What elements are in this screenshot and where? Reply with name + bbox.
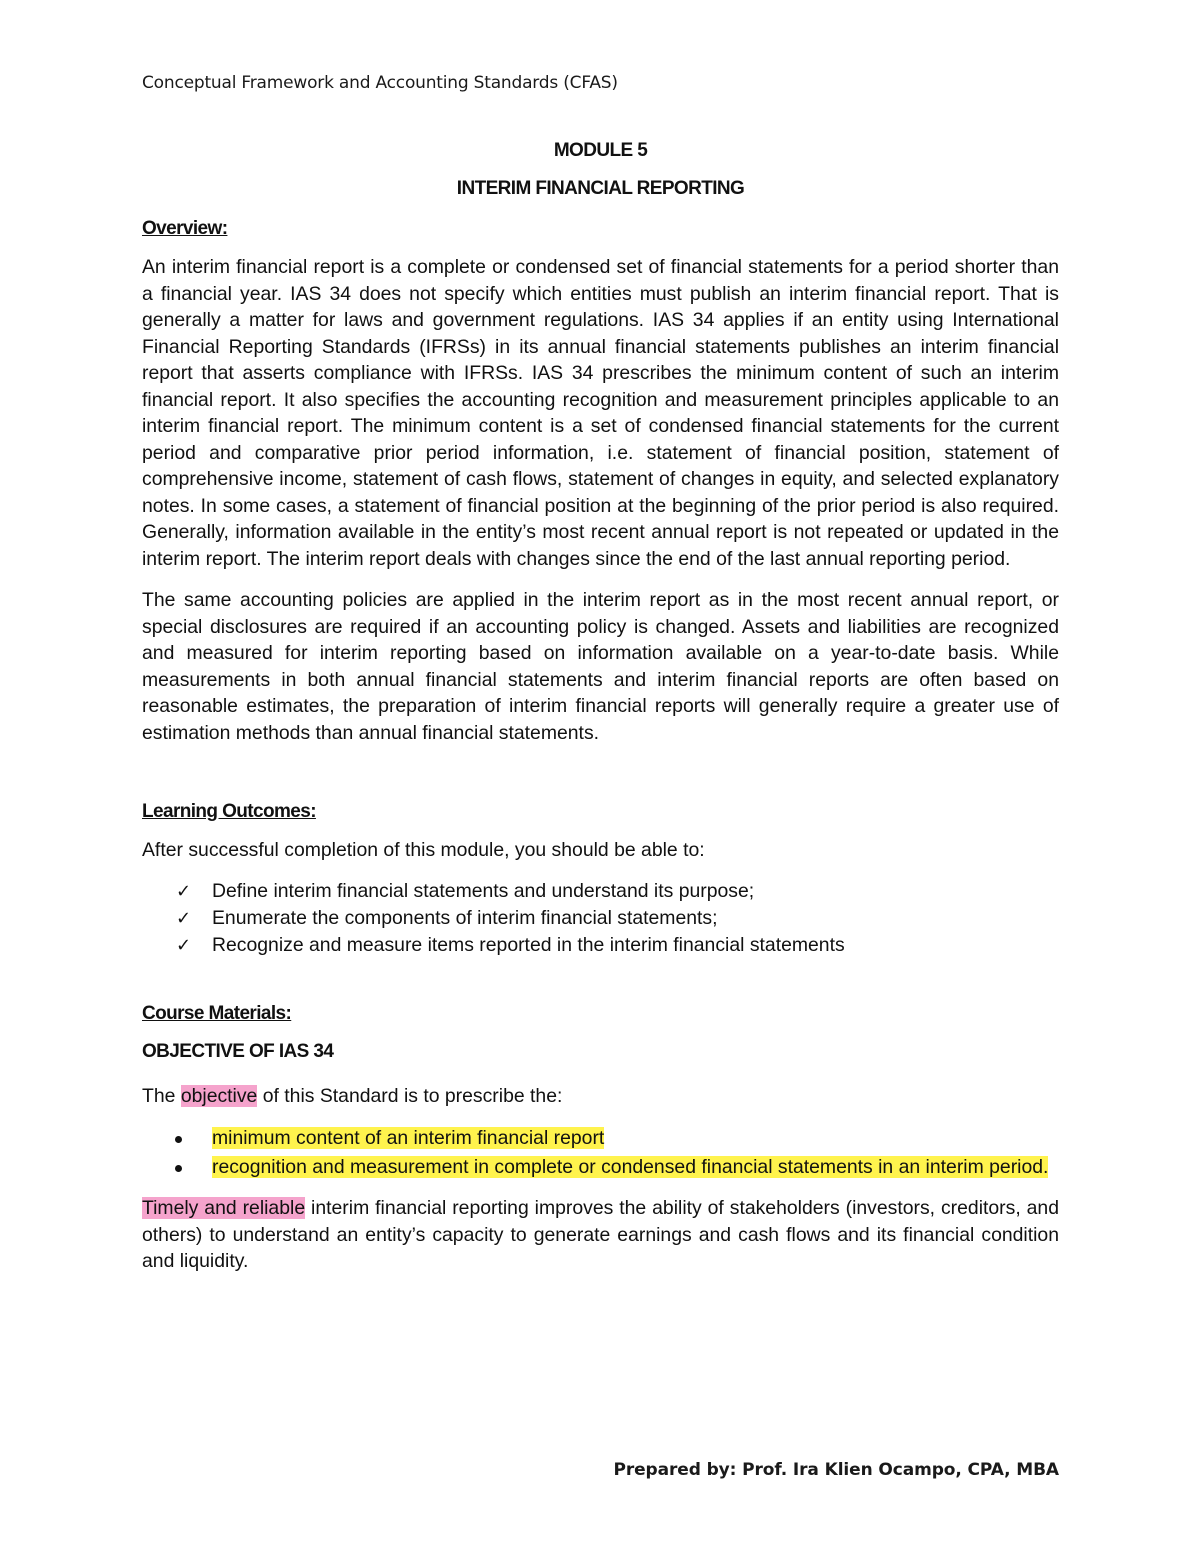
overview-heading: Overview: (142, 218, 228, 239)
page-header: Conceptual Framework and Accounting Standards (CFAS) (142, 73, 618, 93)
overview-paragraph-2: The same accounting policies are applied in the interim report as in the most recent annual report, or special disclosures are required if an accounting policy is changed. Assets and liabilities are recognized and measured for interim reporting based on information available on a year-to-date basis. While measurements in both annual financial statements and interim financial reports are often based on reasonable estimates, the preparation of interim financial reports will generally require a greater use of estimation methods than annual financial statements. (142, 589, 1059, 744)
learning-outcomes-heading: Learning Outcomes: (142, 801, 316, 822)
module-title: INTERIM FINANCIAL REPORTING (456, 178, 745, 199)
bullet-icon (175, 1165, 182, 1172)
highlight-timely-reliable: Timely and reliable (142, 1197, 306, 1219)
objective-bullet-list (142, 1125, 1059, 1181)
overview-paragraph-1: An interim financial report is a complete or condensed set of financial statements for a period shorter than a financial year. IAS 34 does not specify which entities must publish an interim financial report. That is generally a matter for laws and government regulations. IAS 34 applies if an entity using International Financial Reporting Standards (IFRSs) in its annual financial statements publishes an interim financial report that asserts compliance with IFRSs. IAS 34 prescribes the minimum content of such an interim financial report. It also specifies the accounting recognition and measurement principles applicable to an interim financial report. The minimum content is a set of condensed financial statements for the current period and comparative prior period information, i.e. statement of financial position, statement of comprehensive income, statement of cash flows, statement of changes in equity, and selected explanatory notes. In some cases, a statement of financial position at the beginning of the prior period is also required. Generally, information available in the entity’s most recent annual report is not repeated or updated in the interim report. The interim report deals with changes since the end of the last annual reporting period. (142, 256, 1059, 570)
checkmark-icon: ✓ (176, 880, 192, 902)
list-item: ✓ Enumerate the components of interim financial statements; (142, 905, 1059, 932)
learning-outcomes-intro: After successful completion of this module, you should be able to: (142, 839, 705, 861)
list-item: recognition and measurement in complete or condensed financial statements in an interim period. (142, 1154, 1059, 1181)
closing-paragraph: Timely and reliable interim financial reporting improves the ability of stakeholders (investors, creditors, and others) to understand an entity’s capacity to generate earnings and cash flows and its financial condition and liquidity. (142, 1197, 1059, 1272)
objective-intro: The objective of this Standard is to prescribe the: (142, 1084, 563, 1107)
list-item: ✓ Recognize and measure items reported in the interim financial statements (142, 932, 1059, 959)
module-number: MODULE 5 (553, 140, 648, 161)
list-item: minimum content of an interim financial report (142, 1125, 1059, 1152)
checkmark-icon: ✓ (176, 934, 192, 956)
checkmark-icon: ✓ (176, 907, 192, 929)
page-footer: Prepared by: Prof. Ira Klien Ocampo, CPA, MBA (613, 1460, 1059, 1480)
learning-outcomes-list (142, 878, 1059, 959)
objective-subheading: OBJECTIVE OF IAS 34 (142, 1040, 334, 1062)
bullet-icon (175, 1136, 182, 1143)
list-item: ✓ Define interim financial statements and understand its purpose; (142, 878, 1059, 905)
course-materials-heading: Course Materials: (142, 1002, 292, 1024)
document-body (142, 140, 1059, 1290)
highlight-objective: objective (180, 1084, 258, 1107)
